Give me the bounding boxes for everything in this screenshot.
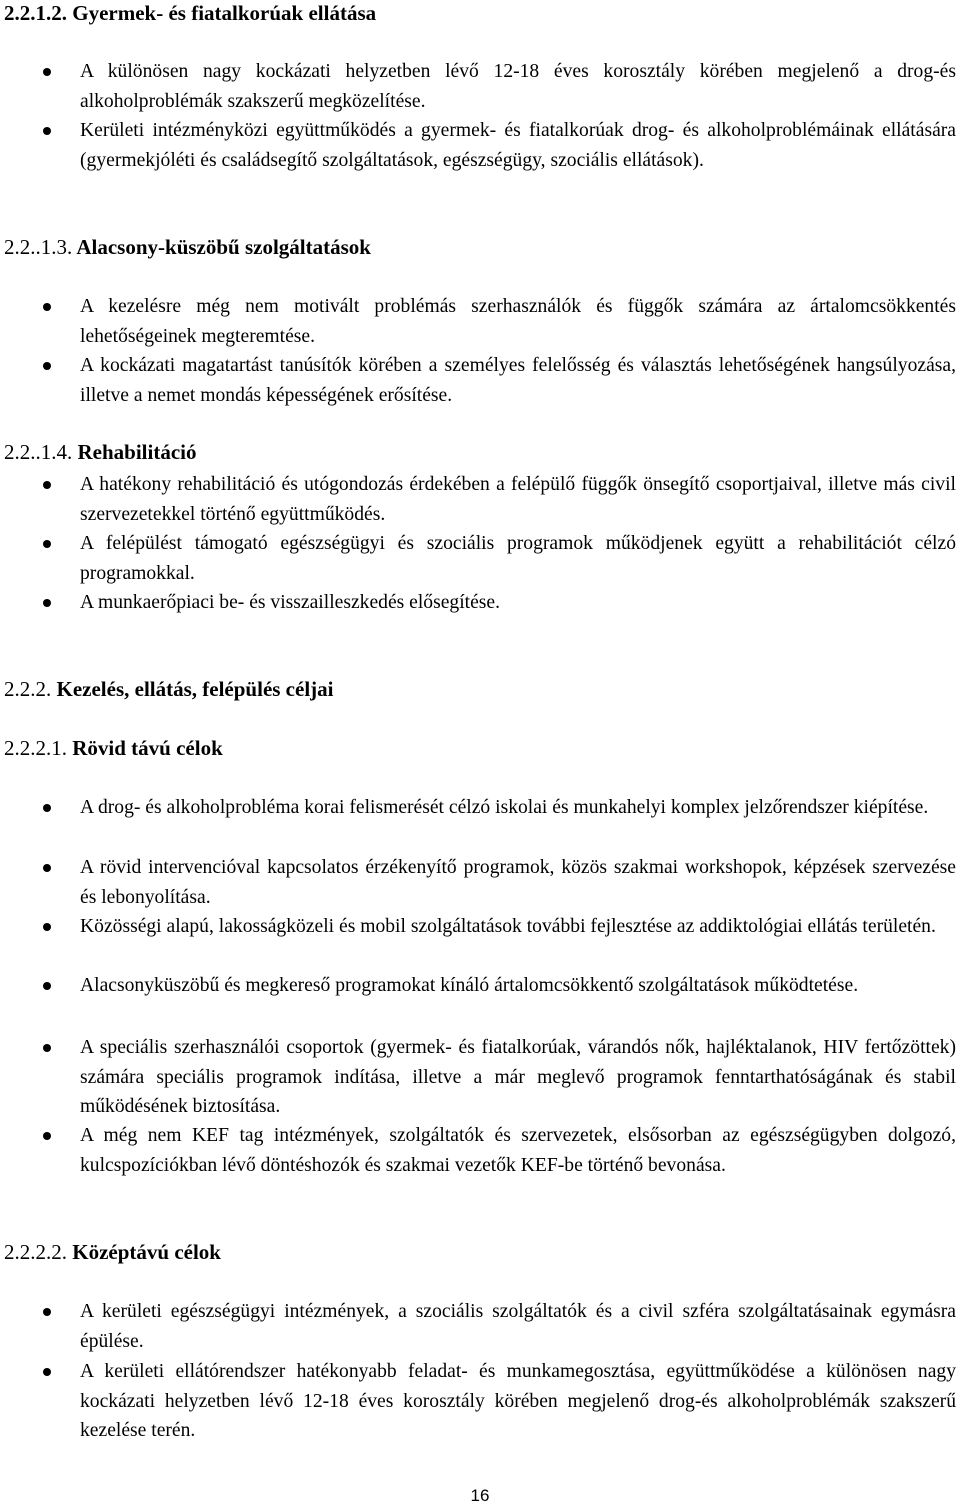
list-item-text: Közösségi alapú, lakosságközeli és mobil szolgáltatások további fejlesztése az addiktológiai ellátás területén. bbox=[80, 916, 936, 937]
list-item-text: A felépülést támogató egészségügyi és szociális programok működjenek együtt a rehabilitációt célzó programokkal. bbox=[80, 533, 956, 584]
bullet-icon bbox=[43, 362, 51, 370]
list-item-text: A munkaerőpiaci be- és visszailleszkedés elősegítése. bbox=[80, 592, 501, 613]
section-number: 2.2..1.4. bbox=[4, 440, 73, 464]
list-item bbox=[80, 529, 956, 588]
section-heading-2-2-2-2 bbox=[4, 1239, 221, 1265]
bullet-icon bbox=[43, 1044, 51, 1052]
section-title: Rövid távú célok bbox=[72, 736, 223, 760]
list-item-text: A drog- és alkoholprobléma korai felismerését célzó iskolai és munkahelyi komplex jelzőrendszer kiépítése. bbox=[80, 797, 929, 818]
list-item-text: A kockázati magatartást tanúsítók körében a személyes felelősség és választás lehetőségének hangsúlyozása, illetve a nemet mondás képességének erősítése. bbox=[80, 355, 956, 406]
bullet-icon bbox=[43, 68, 51, 76]
list-item bbox=[80, 470, 956, 529]
bullet-icon bbox=[43, 303, 51, 311]
section-heading-2-2-1-3 bbox=[4, 234, 371, 260]
list-item bbox=[80, 351, 956, 410]
section-number: 2.2.2.1. bbox=[4, 736, 67, 760]
page-number: 16 bbox=[470, 1486, 490, 1505]
list-item bbox=[80, 1033, 956, 1122]
list-item-text: A még nem KEF tag intézmények, szolgáltatók és szervezetek, elsősorban az egészségügyben dolgozó, kulcspozíciókban lévő döntéshozók és szakmai vezetők KEF-be történő bevonása. bbox=[80, 1125, 956, 1176]
list-item bbox=[80, 793, 956, 823]
section-number: 2.2.2. bbox=[4, 677, 52, 701]
section-number: 2.2.1.2. bbox=[4, 1, 67, 25]
section-title: Középtávú célok bbox=[72, 1240, 221, 1264]
section-heading-2-2-2 bbox=[4, 676, 334, 702]
section-title: Alacsony-küszöbű szolgáltatások bbox=[76, 235, 371, 259]
bullet-icon bbox=[43, 599, 51, 607]
bullet-icon bbox=[43, 1308, 51, 1316]
list-item bbox=[80, 1357, 956, 1446]
bullet-icon bbox=[43, 1132, 51, 1140]
list-item-text: A speciális szerhasználói csoportok (gyermek- és fiatalkorúak, várandós nők, hajléktalanok, HIV fertőzöttek) számára speciális programok indítása, illetve a már meglevő programok fenntarthatóságának és stabil működésének biztosítása. bbox=[80, 1037, 956, 1117]
list-item-text: A rövid intervencióval kapcsolatos érzékenyítő programok, közös szakmai workshopok, képzések szervezése és lebonyolítása. bbox=[80, 857, 956, 908]
bullet-icon bbox=[43, 540, 51, 548]
list-item bbox=[80, 588, 956, 618]
bullet-icon bbox=[43, 864, 51, 872]
bullet-icon bbox=[43, 127, 51, 135]
section-title: Rehabilitáció bbox=[77, 440, 197, 464]
bullet-icon bbox=[43, 481, 51, 489]
section-number: 2.2.2.2. bbox=[4, 1240, 67, 1264]
section-heading-2-2-2-1 bbox=[4, 735, 223, 761]
list-item-text: A különösen nagy kockázati helyzetben lévő 12-18 éves korosztály körében megjelenő a drog-és alkoholproblémák szakszerű megközelítése. bbox=[80, 61, 956, 112]
section-heading-2-2-1-4 bbox=[4, 439, 197, 465]
list-item bbox=[80, 116, 956, 175]
list-item-text: Kerületi intézményközi együttműködés a gyermek- és fiatalkorúak drog- és alkoholproblémáinak ellátására (gyermekjóléti és családsegítő szolgáltatások, egészségügy, szociális ellátások). bbox=[80, 120, 956, 171]
bullet-icon bbox=[43, 923, 51, 931]
bullet-icon bbox=[43, 804, 51, 812]
list-item bbox=[80, 57, 956, 116]
list-item bbox=[80, 853, 956, 912]
list-item-text: A hatékony rehabilitáció és utógondozás érdekében a felépülő függők önsegítő csoportjaival, illetve más civil szervezetekkel történő együttműködés. bbox=[80, 474, 956, 525]
list-item bbox=[80, 292, 956, 351]
list-item bbox=[80, 1297, 956, 1356]
list-item bbox=[80, 1121, 956, 1180]
bullet-icon bbox=[43, 1368, 51, 1376]
bullet-icon bbox=[43, 982, 51, 990]
list-item-text: Alacsonyküszöbű és megkereső programokat kínáló ártalomcsökkentő szolgáltatások működtetése. bbox=[80, 975, 859, 996]
list-item-text: A kezelésre még nem motivált problémás szerhasználók és függők számára az ártalomcsökkentés lehetőségeinek megteremtése. bbox=[80, 296, 956, 347]
list-item bbox=[80, 971, 956, 1001]
section-heading-2-2-1-2 bbox=[4, 0, 376, 26]
section-title: Gyermek- és fiatalkorúak ellátása bbox=[72, 1, 377, 25]
list-item bbox=[80, 912, 956, 942]
list-item-text: A kerületi egészségügyi intézmények, a szociális szolgáltatók és a civil szféra szolgáltatásainak egymásra épülése. bbox=[80, 1301, 956, 1352]
list-item-text: A kerületi ellátórendszer hatékonyabb feladat- és munkamegosztása, együttműködése a különösen nagy kockázati helyzetben lévő 12-18 éves korosztály körében megjelenő drog-és alkoholproblémák szakszerű kezelése terén. bbox=[80, 1361, 956, 1441]
section-number: 2.2..1.3. bbox=[4, 235, 73, 259]
section-title: Kezelés, ellátás, felépülés céljai bbox=[56, 677, 334, 701]
